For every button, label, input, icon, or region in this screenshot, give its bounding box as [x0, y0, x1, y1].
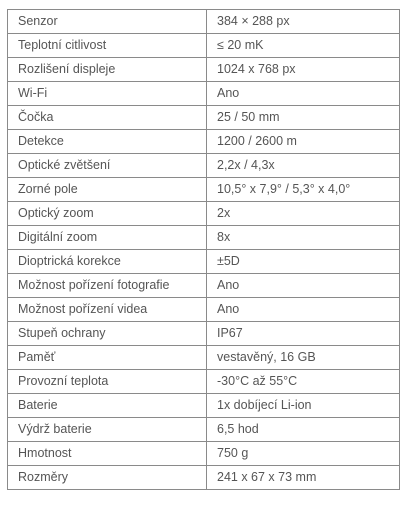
spec-row — [8, 130, 400, 154]
specification-table — [7, 9, 400, 490]
spec-row — [8, 274, 400, 298]
spec-label: Možnost pořízení videa — [8, 298, 207, 322]
spec-label: Možnost pořízení fotografie — [8, 274, 207, 298]
spec-value: 1200 / 2600 m — [207, 130, 400, 154]
spec-label: Výdrž baterie — [8, 418, 207, 442]
spec-row — [8, 346, 400, 370]
spec-label: Baterie — [8, 394, 207, 418]
spec-label: Dioptrická korekce — [8, 250, 207, 274]
spec-label: Zorné pole — [8, 178, 207, 202]
spec-value: IP67 — [207, 322, 400, 346]
spec-label: Optické zvětšení — [8, 154, 207, 178]
spec-row — [8, 370, 400, 394]
spec-label: Paměť — [8, 346, 207, 370]
spec-value: 2x — [207, 202, 400, 226]
spec-row — [8, 106, 400, 130]
spec-value: 1x dobíjecí Li-ion — [207, 394, 400, 418]
spec-value: ±5D — [207, 250, 400, 274]
spec-value: vestavěný, 16 GB — [207, 346, 400, 370]
specification-table-body — [8, 10, 400, 490]
spec-value: 1024 x 768 px — [207, 58, 400, 82]
spec-label: Detekce — [8, 130, 207, 154]
spec-value: -30°C až 55°C — [207, 370, 400, 394]
spec-label: Provozní teplota — [8, 370, 207, 394]
spec-label: Rozlišení displeje — [8, 58, 207, 82]
spec-row — [8, 322, 400, 346]
spec-label: Senzor — [8, 10, 207, 34]
spec-value: 241 x 67 x 73 mm — [207, 466, 400, 490]
spec-label: Čočka — [8, 106, 207, 130]
spec-label: Stupeň ochrany — [8, 322, 207, 346]
spec-label: Wi-Fi — [8, 82, 207, 106]
spec-value: 8x — [207, 226, 400, 250]
spec-value: 384 × 288 px — [207, 10, 400, 34]
spec-value: 2,2x / 4,3x — [207, 154, 400, 178]
spec-label: Digitální zoom — [8, 226, 207, 250]
spec-row — [8, 466, 400, 490]
spec-row — [8, 10, 400, 34]
spec-value: 750 g — [207, 442, 400, 466]
spec-value: 25 / 50 mm — [207, 106, 400, 130]
spec-value: Ano — [207, 274, 400, 298]
spec-row — [8, 442, 400, 466]
spec-row — [8, 154, 400, 178]
spec-row — [8, 202, 400, 226]
spec-row — [8, 298, 400, 322]
spec-label: Rozměry — [8, 466, 207, 490]
spec-label: Hmotnost — [8, 442, 207, 466]
spec-value: Ano — [207, 82, 400, 106]
spec-row — [8, 34, 400, 58]
spec-value: 10,5° x 7,9° / 5,3° x 4,0° — [207, 178, 400, 202]
spec-value: ≤ 20 mK — [207, 34, 400, 58]
spec-value: Ano — [207, 298, 400, 322]
spec-row — [8, 250, 400, 274]
spec-row — [8, 394, 400, 418]
spec-label: Optický zoom — [8, 202, 207, 226]
spec-label: Teplotní citlivost — [8, 34, 207, 58]
spec-row — [8, 178, 400, 202]
spec-row — [8, 418, 400, 442]
spec-row — [8, 226, 400, 250]
spec-row — [8, 58, 400, 82]
spec-value: 6,5 hod — [207, 418, 400, 442]
spec-row — [8, 82, 400, 106]
